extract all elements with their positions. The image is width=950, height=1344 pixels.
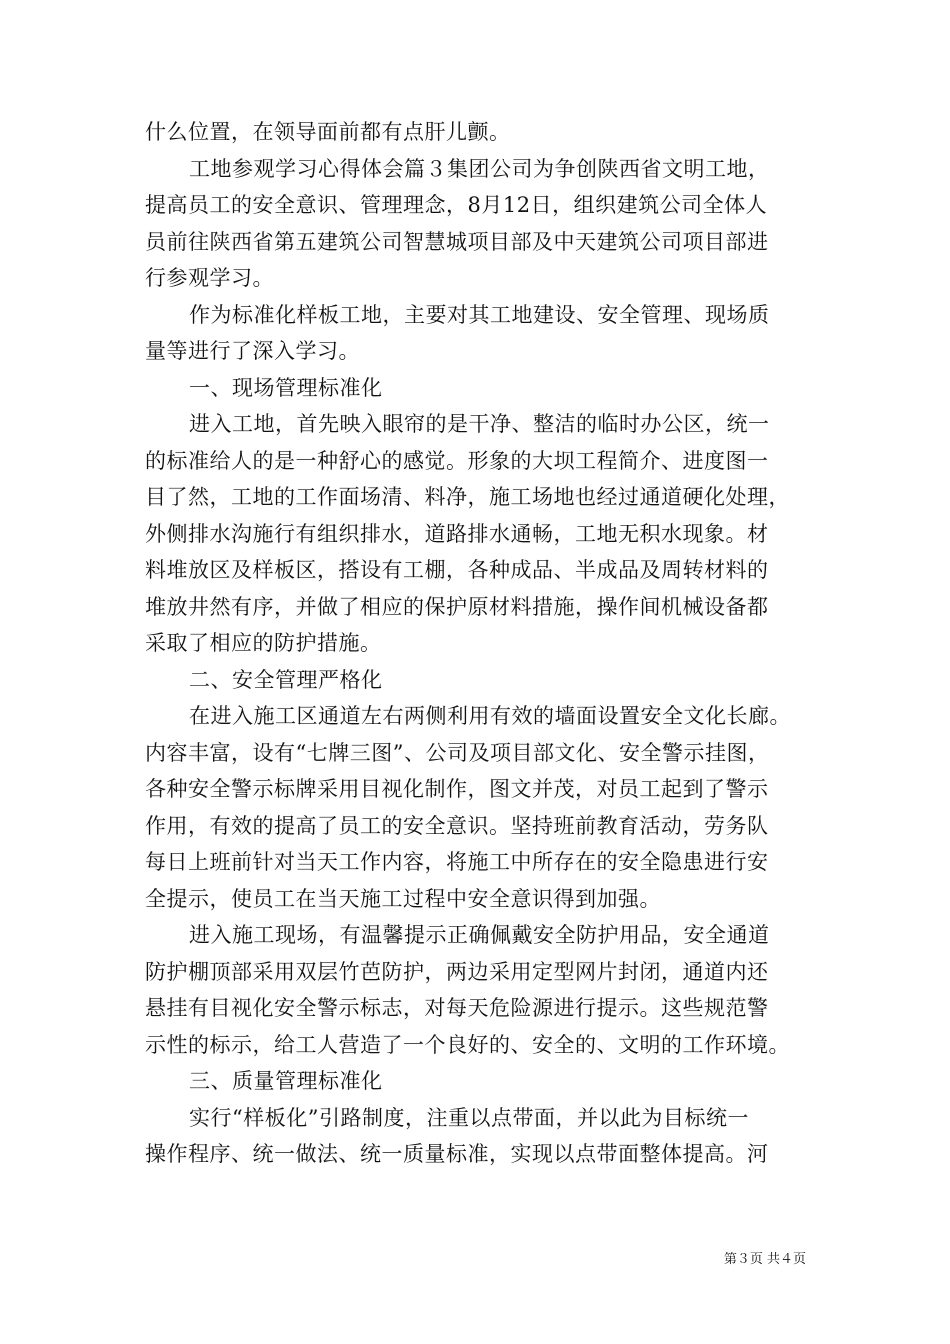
text-line: 什么位置，在领导面前都有点肝儿颤。 — [145, 120, 511, 144]
text-line: 各种安全警示标牌采用目视化制作，图文并茂，对员工起到了警示 — [145, 777, 769, 801]
text-line: 目了然，工地的工作面场清、料净，施工场地也经过通道硬化处理， — [145, 485, 790, 509]
text-line: 采取了相应的防护措施。 — [145, 631, 382, 655]
text-line: 外侧排水沟施行有组织排水，道路排水通畅，工地无积水现象。材 — [145, 521, 769, 546]
text-line: 操作程序、统一做法、统一质量标准，实现以点带面整体提高。河 — [145, 1142, 769, 1166]
text-line: 在进入施工区通道左右两侧利用有效的墙面设置安全文化长廊。 — [189, 704, 791, 728]
text-line: 一、现场管理标准化 — [189, 375, 383, 400]
page-number: 第３页 共４页 — [723, 1252, 806, 1267]
text-line: 悬挂有目视化安全警示标志，对每天危险源进行提示。这些规范警 — [145, 996, 769, 1020]
text-line: 实行“样板化”引路制度，注重以点带面，并以此为目标统一 — [189, 1105, 749, 1130]
text-line: 内容丰富，设有“七牌三图”、公司及项目部文化、安全警示挂图， — [145, 740, 770, 765]
text-line: 量等进行了深入学习。 — [145, 339, 360, 363]
text-line: 作为标准化样板工地，主要对其工地建设、安全管理、现场质 — [189, 302, 770, 327]
text-line: 防护棚顶部采用双层竹芭防护，两边采用定型网片封闭，通道内还 — [145, 959, 769, 984]
text-line: 三、质量管理标准化 — [189, 1069, 383, 1093]
text-line: 进入工地，首先映入眼帘的是干净、整洁的临时办公区，统一 — [189, 412, 770, 436]
text-line: 堆放井然有序，并做了相应的保护原材料措施，操作间机械设备都 — [145, 594, 769, 619]
text-line: 提高员工的安全意识、管理理念，8月12日，组织建筑公司全体人 — [145, 193, 768, 217]
text-line: 料堆放区及样板区，搭设有工棚，各种成品、半成品及周转材料的 — [145, 558, 769, 582]
page-footer — [0, 1248, 950, 1267]
text-line: 的标准给人的是一种舒心的感觉。形象的大坝工程简介、进度图一 — [145, 448, 769, 473]
text-line: 员前往陕西省第五建筑公司智慧城项目部及中天建筑公司项目部进 — [145, 229, 769, 254]
document-body — [145, 114, 808, 1173]
text-line: 全提示，使员工在当天施工过程中安全意识得到加强。 — [145, 886, 661, 911]
text-line: 作用，有效的提高了员工的安全意识。坚持班前教育活动，劳务队 — [145, 813, 769, 838]
text-line: 行参观学习。 — [145, 266, 274, 290]
text-line: 工地参观学习心得体会篇３集团公司为争创陕西省文明工地， — [189, 156, 770, 181]
text-line: 进入施工现场，有温馨提示正确佩戴安全防护用品，安全通道 — [189, 923, 770, 947]
text-line: 示性的标示，给工人营造了一个良好的、安全的、文明的工作环境。 — [145, 1032, 790, 1057]
text-line: 二、安全管理严格化 — [189, 667, 383, 692]
text-line: 每日上班前针对当天工作内容，将施工中所存在的安全隐患进行安 — [145, 850, 769, 874]
